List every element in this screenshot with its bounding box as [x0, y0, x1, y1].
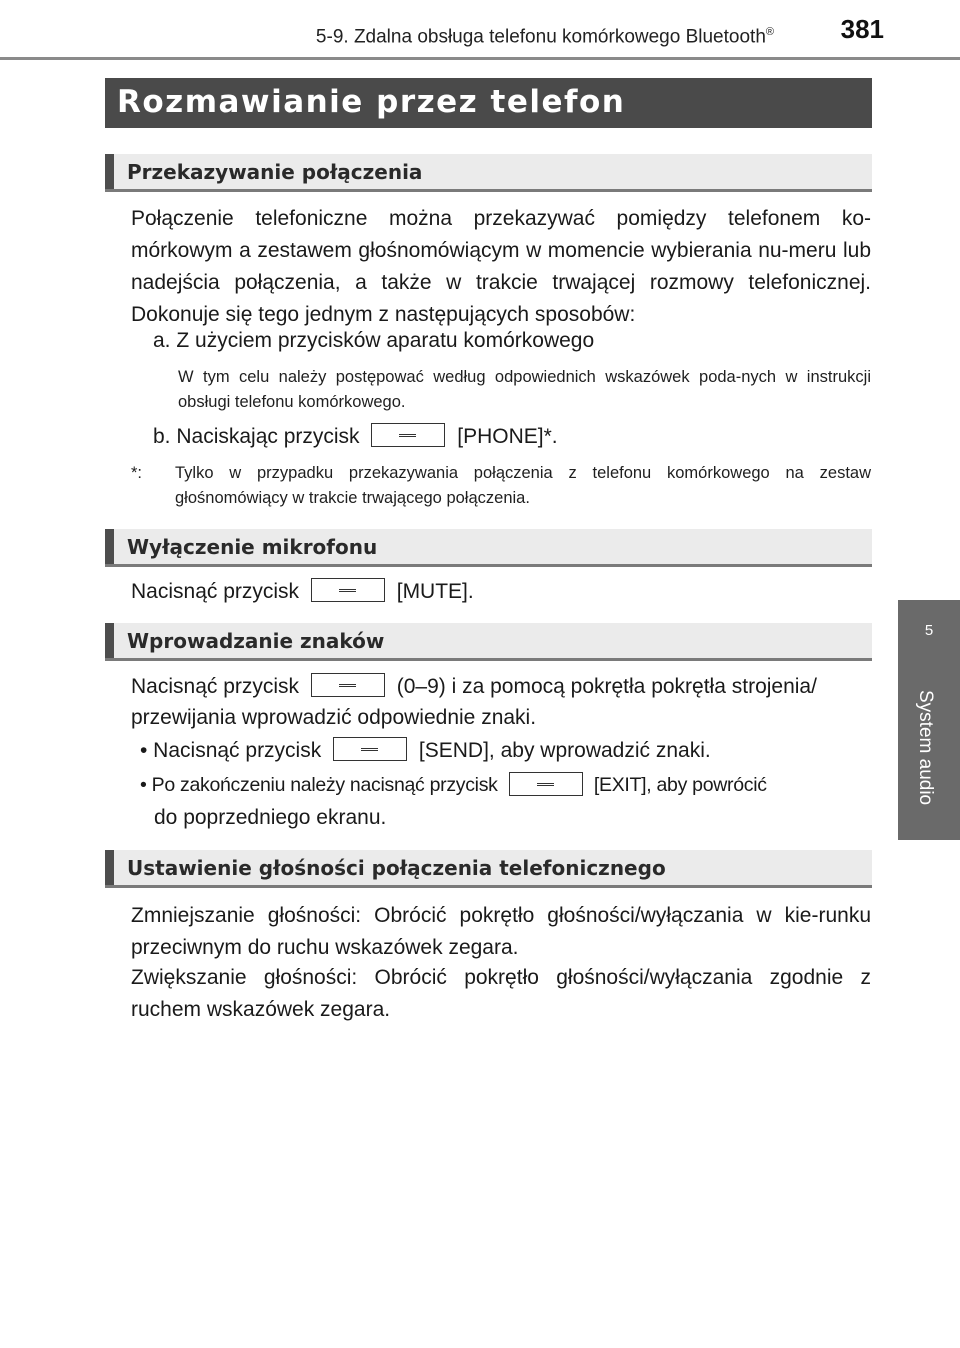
registered-mark: ® — [765, 26, 774, 38]
section-bar-mute — [105, 529, 872, 567]
section-title-input: Wprowadzanie znaków — [127, 629, 385, 653]
input-bullet-2 — [140, 774, 767, 798]
section-bar-input — [105, 623, 872, 661]
input-bullet-1 — [140, 739, 711, 763]
transfer-option-a: a. Z użyciem przycisków aparatu komórkowego — [153, 329, 595, 352]
section-title-mute: Wyłączenie mikrofonu — [127, 535, 378, 559]
option-b-phone-label: [PHONE]*. — [457, 425, 558, 448]
volume-increase: Zwiększanie głośności: Obrócić pokrętło głośności/wyłączania zgodnie z ruchem wskazówek zegara. — [131, 966, 871, 1021]
transfer-footnote: Tylko w przypadku przekazywania połączenia z telefonu komórkowego na zestaw głośnomówiący w trakcie trwającego połączenia. — [175, 464, 871, 507]
mute-text: Nacisnąć przycisk — [131, 580, 300, 603]
steering-switch-button-icon — [311, 578, 385, 602]
option-b-text: b. Naciskając przycisk — [153, 425, 360, 448]
section-bar-transfer — [105, 154, 872, 192]
page-header — [0, 0, 960, 60]
input-line-1-post: (0–9) i za pomocą pokrętła pokrętła strojenia/ — [396, 675, 817, 698]
transfer-option-a-note: W tym celu należy postępować według odpowiednich wskazówek poda-nych w instrukcji obsługi telefonu komórkowego. — [178, 368, 871, 411]
section-title-volume: Ustawienie głośności połączenia telefonicznego — [127, 856, 666, 880]
input-line-1-pre: Nacisnąć przycisk — [131, 675, 300, 698]
input-line-2: przewijania wprowadzić odpowiednie znaki. — [131, 706, 537, 729]
volume-decrease: Zmniejszanie głośności: Obrócić pokrętło głośności/wyłączania w kie-runku przeciwnym do ruchu wskazówek zegara. — [131, 904, 871, 959]
main-title-bar — [105, 78, 872, 128]
steering-switch-button-icon — [509, 772, 583, 796]
input-bullet-2-post: [EXIT], aby powrócić — [593, 774, 767, 797]
page-number: 381 — [840, 14, 884, 44]
chapter-side-tab — [898, 600, 960, 840]
transfer-body: Połączenie telefoniczne można przekazywać pomiędzy telefonem ko-mórkowym a zestawem głośnomówiącym w momencie wybierania nu-meru lub nadejścia połączenia, a także w trakcie trwającej rozmowy telefonicznej. Dokonuje się tego jednym z następujących sposobów: — [131, 207, 871, 326]
mute-label: [MUTE]. — [396, 580, 474, 603]
side-tab-label: System audio — [915, 690, 936, 806]
steering-switch-button-icon — [311, 673, 385, 697]
transfer-option-b — [153, 425, 558, 449]
header-rule — [0, 57, 960, 60]
section-bar-volume — [105, 850, 872, 888]
steering-switch-button-icon — [333, 737, 407, 761]
input-bullet-1-post: [SEND], aby wprowadzić znaki. — [418, 739, 711, 762]
mute-instruction — [131, 580, 474, 604]
input-bullet-2-cont: do poprzedniego ekranu. — [154, 806, 387, 829]
side-tab-number: 5 — [924, 622, 934, 639]
steering-switch-button-icon — [371, 423, 445, 447]
main-title: Rozmawianie przez telefon — [117, 84, 626, 120]
input-bullet-1-pre: • Nacisnąć przycisk — [140, 739, 322, 762]
input-bullet-2-pre: • Po zakończeniu należy nacisnąć przycisk — [140, 774, 498, 797]
input-line-1 — [131, 675, 817, 699]
chapter-title: 5-9. Zdalna obsługa telefonu komórkowego Bluetooth® — [315, 26, 774, 48]
section-title-transfer: Przekazywanie połączenia — [127, 160, 423, 184]
footnote-mark: *: — [131, 464, 143, 482]
